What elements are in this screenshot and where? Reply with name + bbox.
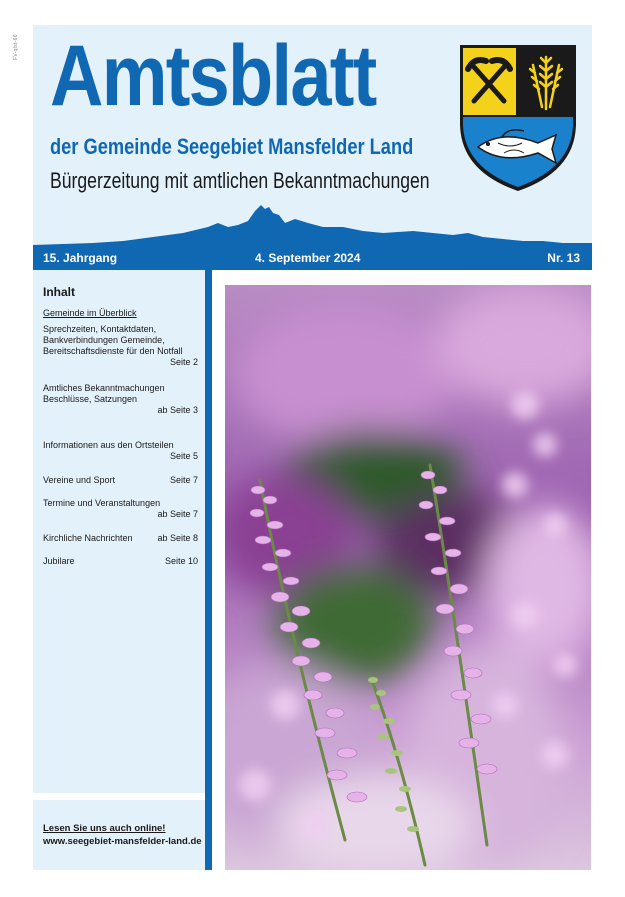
list-item <box>43 556 198 567</box>
issue-info-bar <box>33 245 592 270</box>
list-item <box>43 324 198 368</box>
online-heading: Lesen Sie uns auch online! <box>43 823 166 834</box>
contents-title: Inhalt <box>43 285 75 299</box>
list-item-text: Sprechzeiten, Kontaktdaten, Bankverbindungen Gemeinde, Bereitschaftsdienste für den Notfall <box>43 324 183 356</box>
vertical-divider <box>205 270 212 870</box>
issue-date: 4. September 2024 <box>255 251 361 265</box>
list-item-page: ab Seite 3 <box>157 405 198 415</box>
list-item-text: Termine und Veranstaltungen <box>43 498 161 508</box>
cover-photo <box>225 285 591 870</box>
volume-label: 15. Jahrgang <box>43 251 118 265</box>
issue-number: Nr. 13 <box>547 251 580 265</box>
masthead-title: Amtsblatt <box>50 28 376 124</box>
list-item-page: Seite 2 <box>169 357 198 367</box>
masthead-subtitle: der Gemeinde Seegebiet Mansfelder Land <box>50 134 414 159</box>
list-item-page: Seite 5 <box>169 451 198 461</box>
list-item <box>43 533 198 544</box>
masthead <box>33 25 592 270</box>
list-item <box>43 475 198 486</box>
side-code: FV-qlst-66 <box>13 34 19 60</box>
website-link[interactable]: www.seegebiet-mansfelder-land.de <box>43 836 202 847</box>
list-item-text: Informationen aus den Ortsteilen <box>43 440 174 450</box>
list-item-text: Jubilare <box>43 556 75 566</box>
contents-section-heading: Gemeinde im Überblick <box>43 308 137 318</box>
list-item <box>43 498 198 520</box>
list-item <box>43 440 198 462</box>
list-item-text: Kirchliche Nachrichten <box>43 533 133 543</box>
list-item-page: Seite 7 <box>169 475 198 485</box>
list-item-page: ab Seite 8 <box>157 533 198 543</box>
heather-photo <box>225 285 591 870</box>
masthead-tagline: Bürgerzeitung mit amtlichen Bekanntmachungen <box>50 168 430 193</box>
coat-of-arms-icon <box>458 43 578 193</box>
list-item-text: Amtliches Bekanntmachungen Beschlüsse, Satzungen <box>43 383 165 404</box>
online-notice <box>33 800 205 870</box>
horizontal-divider <box>33 793 205 800</box>
list-item-text: Vereine und Sport <box>43 475 116 485</box>
list-item <box>43 383 198 416</box>
list-item-page: ab Seite 7 <box>157 509 198 519</box>
table-of-contents <box>33 270 205 793</box>
list-item-page: Seite 10 <box>164 556 198 566</box>
